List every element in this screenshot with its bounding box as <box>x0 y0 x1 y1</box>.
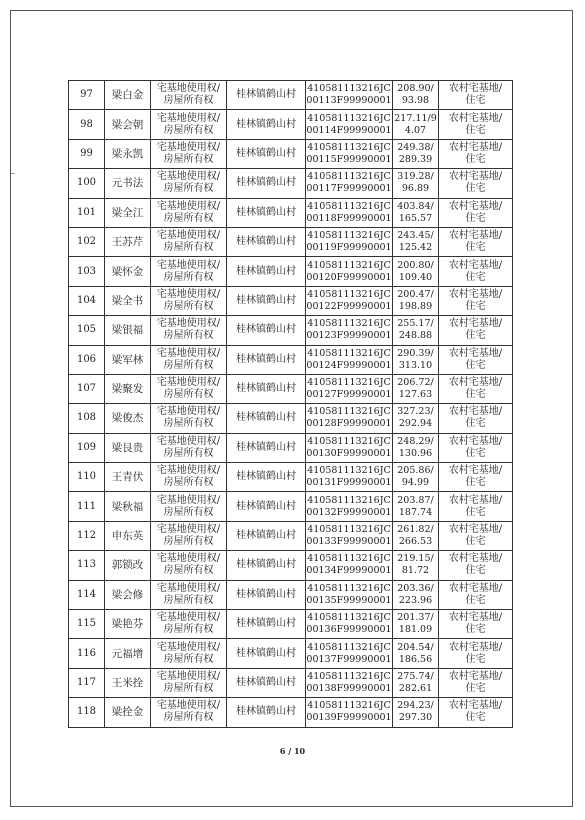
location: 桂林镇鹤山村 <box>227 316 306 345</box>
table-row <box>69 139 513 168</box>
row-number: 118 <box>69 698 105 727</box>
owner-name: 梁军林 <box>105 345 151 374</box>
table-row <box>69 580 513 609</box>
row-number: 107 <box>69 374 105 403</box>
land-use: 农村宅基地/ 住宅 <box>439 551 513 580</box>
row-number: 114 <box>69 580 105 609</box>
row-number: 111 <box>69 492 105 521</box>
right-type: 宅基地使用权/ 房屋所有权 <box>151 110 227 139</box>
table-row <box>69 610 513 639</box>
area-value: 206.72/ 127.63 <box>393 374 439 403</box>
right-type: 宅基地使用权/ 房屋所有权 <box>151 227 227 256</box>
right-type: 宅基地使用权/ 房屋所有权 <box>151 374 227 403</box>
unit-code: 410581113216JC 00130F99990001 <box>306 433 393 462</box>
table-row <box>69 551 513 580</box>
right-type: 宅基地使用权/ 房屋所有权 <box>151 639 227 668</box>
owner-name: 梁会朝 <box>105 110 151 139</box>
land-use: 农村宅基地/ 住宅 <box>439 257 513 286</box>
area-value: 204.54/ 186.56 <box>393 639 439 668</box>
land-use: 农村宅基地/ 住宅 <box>439 463 513 492</box>
owner-name: 梁拴金 <box>105 698 151 727</box>
unit-code: 410581113216JC 00124F99990001 <box>306 345 393 374</box>
area-value: 200.47/ 198.89 <box>393 286 439 315</box>
owner-name: 梁怀金 <box>105 257 151 286</box>
row-number: 98 <box>69 110 105 139</box>
right-type: 宅基地使用权/ 房屋所有权 <box>151 139 227 168</box>
location: 桂林镇鹤山村 <box>227 521 306 550</box>
location: 桂林镇鹤山村 <box>227 169 306 198</box>
unit-code: 410581113216JC 00127F99990001 <box>306 374 393 403</box>
area-value: 203.87/ 187.74 <box>393 492 439 521</box>
row-number: 110 <box>69 463 105 492</box>
owner-name: 梁全江 <box>105 198 151 227</box>
owner-name: 申东英 <box>105 521 151 550</box>
land-use: 农村宅基地/ 住宅 <box>439 316 513 345</box>
unit-code: 410581113216JC 00135F99990001 <box>306 580 393 609</box>
area-value: 255.17/ 248.88 <box>393 316 439 345</box>
unit-code: 410581113216JC 00119F99990001 <box>306 227 393 256</box>
land-use: 农村宅基地/ 住宅 <box>439 668 513 697</box>
table-row <box>69 668 513 697</box>
right-type: 宅基地使用权/ 房屋所有权 <box>151 316 227 345</box>
row-number: 117 <box>69 668 105 697</box>
area-value: 208.90/ 93.98 <box>393 81 439 110</box>
location: 桂林镇鹤山村 <box>227 257 306 286</box>
row-number: 113 <box>69 551 105 580</box>
land-use: 农村宅基地/ 住宅 <box>439 110 513 139</box>
unit-code: 410581113216JC 00118F99990001 <box>306 198 393 227</box>
owner-name: 王米拴 <box>105 668 151 697</box>
row-number: 99 <box>69 139 105 168</box>
unit-code: 410581113216JC 00132F99990001 <box>306 492 393 521</box>
unit-code: 410581113216JC 00137F99990001 <box>306 639 393 668</box>
table-row <box>69 404 513 433</box>
owner-name: 郭锁改 <box>105 551 151 580</box>
right-type: 宅基地使用权/ 房屋所有权 <box>151 698 227 727</box>
owner-name: 梁聚发 <box>105 374 151 403</box>
area-value: 217.11/9 4.07 <box>393 110 439 139</box>
land-use: 农村宅基地/ 住宅 <box>439 286 513 315</box>
location: 桂林镇鹤山村 <box>227 198 306 227</box>
area-value: 403.84/ 165.57 <box>393 198 439 227</box>
row-number: 103 <box>69 257 105 286</box>
right-type: 宅基地使用权/ 房屋所有权 <box>151 580 227 609</box>
land-use: 农村宅基地/ 住宅 <box>439 404 513 433</box>
owner-name: 元书法 <box>105 169 151 198</box>
location: 桂林镇鹤山村 <box>227 639 306 668</box>
table-body <box>69 81 513 728</box>
location: 桂林镇鹤山村 <box>227 81 306 110</box>
right-type: 宅基地使用权/ 房屋所有权 <box>151 198 227 227</box>
land-use: 农村宅基地/ 住宅 <box>439 580 513 609</box>
table-row <box>69 492 513 521</box>
unit-code: 410581113216JC 00117F99990001 <box>306 169 393 198</box>
land-use: 农村宅基地/ 住宅 <box>439 610 513 639</box>
area-value: 248.29/ 130.96 <box>393 433 439 462</box>
area-value: 294.23/ 297.30 <box>393 698 439 727</box>
unit-code: 410581113216JC 00113F99990001 <box>306 81 393 110</box>
location: 桂林镇鹤山村 <box>227 345 306 374</box>
table-row <box>69 198 513 227</box>
right-type: 宅基地使用权/ 房屋所有权 <box>151 551 227 580</box>
land-use: 农村宅基地/ 住宅 <box>439 492 513 521</box>
area-value: 319.28/ 96.89 <box>393 169 439 198</box>
table-row <box>69 374 513 403</box>
area-value: 201.37/ 181.09 <box>393 610 439 639</box>
unit-code: 410581113216JC 00136F99990001 <box>306 610 393 639</box>
margin-mark <box>11 173 15 174</box>
area-value: 327.23/ 292.94 <box>393 404 439 433</box>
land-use: 农村宅基地/ 住宅 <box>439 345 513 374</box>
location: 桂林镇鹤山村 <box>227 698 306 727</box>
owner-name: 王青伏 <box>105 463 151 492</box>
area-value: 243.45/ 125.42 <box>393 227 439 256</box>
table-row <box>69 81 513 110</box>
unit-code: 410581113216JC 00138F99990001 <box>306 668 393 697</box>
right-type: 宅基地使用权/ 房屋所有权 <box>151 169 227 198</box>
right-type: 宅基地使用权/ 房屋所有权 <box>151 492 227 521</box>
location: 桂林镇鹤山村 <box>227 374 306 403</box>
table-row <box>69 169 513 198</box>
table-row <box>69 110 513 139</box>
table-row <box>69 698 513 727</box>
area-value: 205.86/ 94.99 <box>393 463 439 492</box>
row-number: 115 <box>69 610 105 639</box>
table-row <box>69 227 513 256</box>
land-use: 农村宅基地/ 住宅 <box>439 639 513 668</box>
right-type: 宅基地使用权/ 房屋所有权 <box>151 257 227 286</box>
row-number: 109 <box>69 433 105 462</box>
table-row <box>69 521 513 550</box>
unit-code: 410581113216JC 00114F99990001 <box>306 110 393 139</box>
row-number: 104 <box>69 286 105 315</box>
area-value: 249.38/ 289.39 <box>393 139 439 168</box>
owner-name: 梁会修 <box>105 580 151 609</box>
row-number: 106 <box>69 345 105 374</box>
land-use: 农村宅基地/ 住宅 <box>439 374 513 403</box>
owner-name: 梁俊杰 <box>105 404 151 433</box>
unit-code: 410581113216JC 00131F99990001 <box>306 463 393 492</box>
location: 桂林镇鹤山村 <box>227 433 306 462</box>
location: 桂林镇鹤山村 <box>227 551 306 580</box>
unit-code: 410581113216JC 00139F99990001 <box>306 698 393 727</box>
row-number: 108 <box>69 404 105 433</box>
location: 桂林镇鹤山村 <box>227 668 306 697</box>
area-value: 275.74/ 282.61 <box>393 668 439 697</box>
table-row <box>69 639 513 668</box>
area-value: 219.15/ 81.72 <box>393 551 439 580</box>
land-use: 农村宅基地/ 住宅 <box>439 81 513 110</box>
row-number: 101 <box>69 198 105 227</box>
right-type: 宅基地使用权/ 房屋所有权 <box>151 433 227 462</box>
owner-name: 梁白金 <box>105 81 151 110</box>
owner-name: 梁艳芬 <box>105 610 151 639</box>
location: 桂林镇鹤山村 <box>227 404 306 433</box>
right-type: 宅基地使用权/ 房屋所有权 <box>151 463 227 492</box>
table-row <box>69 463 513 492</box>
land-use: 农村宅基地/ 住宅 <box>439 227 513 256</box>
row-number: 112 <box>69 521 105 550</box>
registry-table <box>68 80 513 728</box>
unit-code: 410581113216JC 00128F99990001 <box>306 404 393 433</box>
table-row <box>69 316 513 345</box>
right-type: 宅基地使用权/ 房屋所有权 <box>151 521 227 550</box>
table-row <box>69 345 513 374</box>
page-number: 6 / 10 <box>279 746 306 756</box>
owner-name: 梁全书 <box>105 286 151 315</box>
unit-code: 410581113216JC 00123F99990001 <box>306 316 393 345</box>
location: 桂林镇鹤山村 <box>227 286 306 315</box>
land-use: 农村宅基地/ 住宅 <box>439 433 513 462</box>
right-type: 宅基地使用权/ 房屋所有权 <box>151 668 227 697</box>
location: 桂林镇鹤山村 <box>227 580 306 609</box>
unit-code: 410581113216JC 00120F99990001 <box>306 257 393 286</box>
unit-code: 410581113216JC 00122F99990001 <box>306 286 393 315</box>
right-type: 宅基地使用权/ 房屋所有权 <box>151 81 227 110</box>
owner-name: 元福增 <box>105 639 151 668</box>
location: 桂林镇鹤山村 <box>227 227 306 256</box>
land-use: 农村宅基地/ 住宅 <box>439 521 513 550</box>
owner-name: 梁艮贵 <box>105 433 151 462</box>
location: 桂林镇鹤山村 <box>227 492 306 521</box>
land-use: 农村宅基地/ 住宅 <box>439 198 513 227</box>
right-type: 宅基地使用权/ 房屋所有权 <box>151 286 227 315</box>
row-number: 97 <box>69 81 105 110</box>
row-number: 100 <box>69 169 105 198</box>
table-row <box>69 286 513 315</box>
row-number: 105 <box>69 316 105 345</box>
owner-name: 梁永凯 <box>105 139 151 168</box>
owner-name: 梁秋福 <box>105 492 151 521</box>
land-use: 农村宅基地/ 住宅 <box>439 139 513 168</box>
location: 桂林镇鹤山村 <box>227 110 306 139</box>
area-value: 200.80/ 109.40 <box>393 257 439 286</box>
row-number: 102 <box>69 227 105 256</box>
area-value: 261.82/ 266.53 <box>393 521 439 550</box>
unit-code: 410581113216JC 00133F99990001 <box>306 521 393 550</box>
right-type: 宅基地使用权/ 房屋所有权 <box>151 404 227 433</box>
area-value: 203.36/ 223.96 <box>393 580 439 609</box>
unit-code: 410581113216JC 00115F99990001 <box>306 139 393 168</box>
area-value: 290.39/ 313.10 <box>393 345 439 374</box>
table-row <box>69 433 513 462</box>
right-type: 宅基地使用权/ 房屋所有权 <box>151 610 227 639</box>
land-use: 农村宅基地/ 住宅 <box>439 169 513 198</box>
owner-name: 王苏芹 <box>105 227 151 256</box>
location: 桂林镇鹤山村 <box>227 139 306 168</box>
location: 桂林镇鹤山村 <box>227 463 306 492</box>
land-use: 农村宅基地/ 住宅 <box>439 698 513 727</box>
table-row <box>69 257 513 286</box>
location: 桂林镇鹤山村 <box>227 610 306 639</box>
unit-code: 410581113216JC 00134F99990001 <box>306 551 393 580</box>
owner-name: 梁银福 <box>105 316 151 345</box>
right-type: 宅基地使用权/ 房屋所有权 <box>151 345 227 374</box>
row-number: 116 <box>69 639 105 668</box>
